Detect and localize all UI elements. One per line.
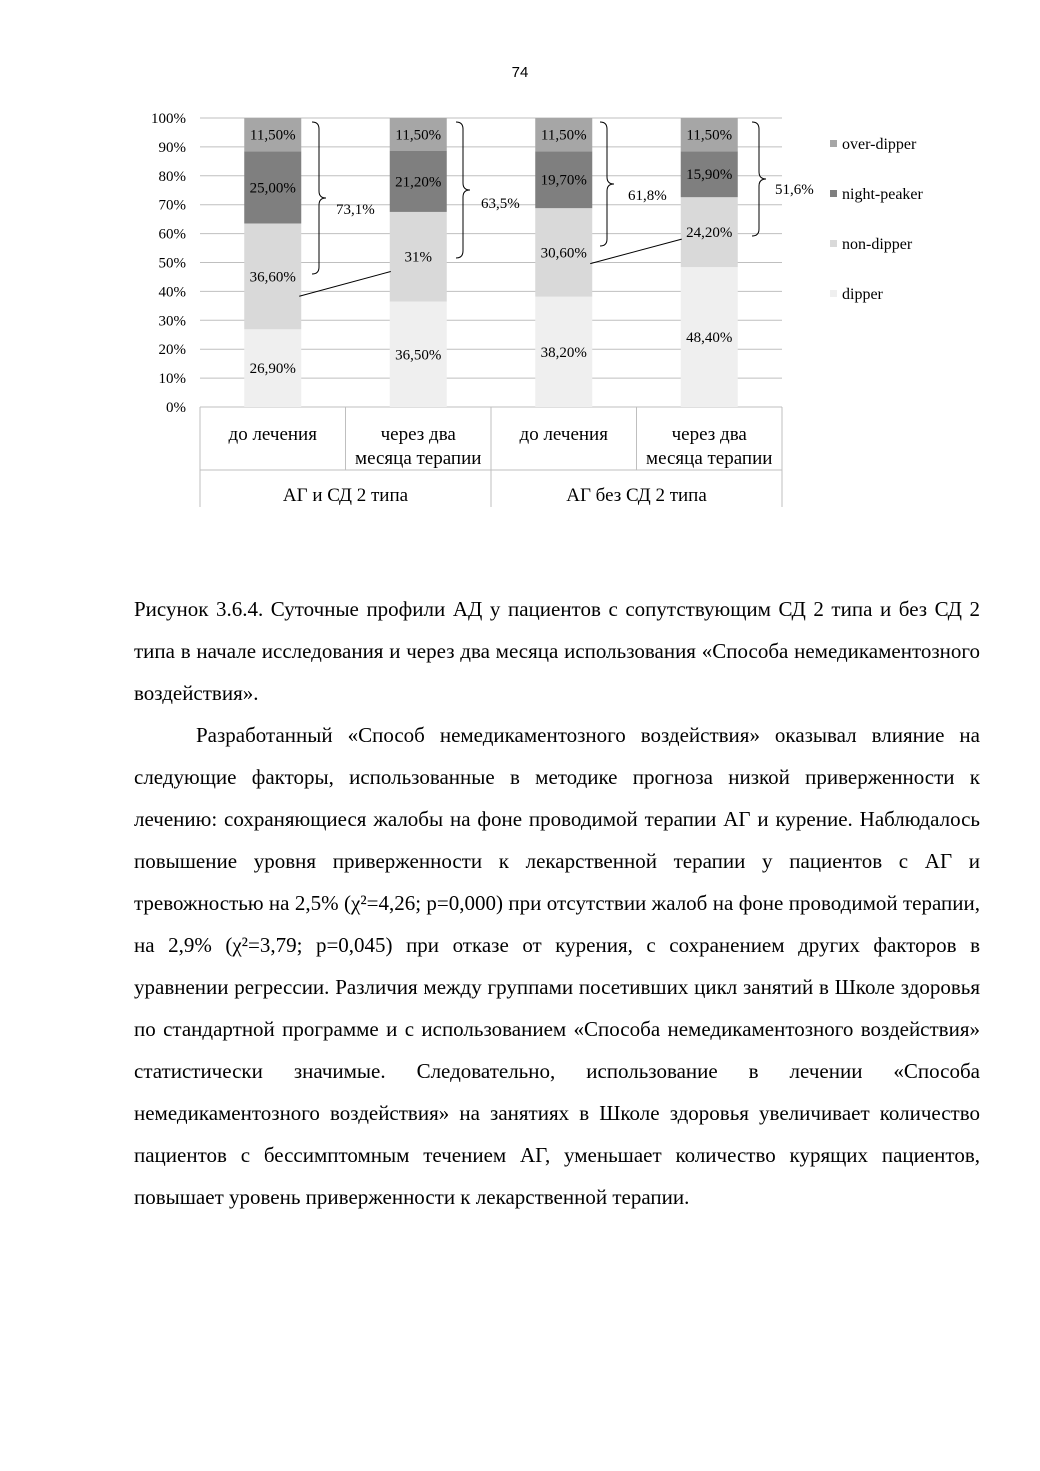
y-tick-label: 10% bbox=[158, 371, 186, 388]
data-label: 48,40% bbox=[686, 330, 733, 347]
data-label: 31% bbox=[404, 249, 432, 266]
data-label: 26,90% bbox=[249, 361, 296, 378]
legend-swatch bbox=[830, 190, 837, 197]
legend-label: night-peaker bbox=[842, 186, 923, 203]
brace bbox=[456, 122, 470, 258]
y-tick-label: 50% bbox=[158, 255, 186, 272]
brace-annotation: 63,5% bbox=[481, 196, 520, 212]
data-label: 11,50% bbox=[249, 127, 296, 144]
y-tick-label: 0% bbox=[166, 400, 186, 416]
y-tick-label: 20% bbox=[158, 342, 186, 359]
brace-annotation: 73,1% bbox=[336, 202, 375, 218]
data-label: 38,20% bbox=[540, 344, 587, 361]
data-label: 15,90% bbox=[686, 167, 733, 184]
legend-swatch bbox=[830, 240, 837, 247]
data-label: 30,60% bbox=[540, 245, 587, 262]
brace bbox=[600, 122, 614, 246]
y-tick-label: 30% bbox=[158, 313, 186, 330]
brace-annotation: 51,6% bbox=[775, 182, 814, 198]
page-number: 74 bbox=[511, 64, 529, 81]
x-group-label: АГ без СД 2 типа bbox=[566, 485, 707, 506]
data-label: 36,60% bbox=[249, 269, 296, 286]
data-label: 11,50% bbox=[540, 127, 587, 144]
series-line bbox=[299, 272, 391, 297]
x-category-label: через два bbox=[380, 424, 456, 445]
y-tick-label: 90% bbox=[158, 139, 186, 156]
figure-caption bbox=[134, 588, 980, 714]
data-label: 11,50% bbox=[686, 127, 733, 144]
y-tick-label: 100% bbox=[151, 111, 186, 127]
y-tick-label: 40% bbox=[158, 284, 186, 301]
x-category-label: до лечения bbox=[519, 424, 608, 445]
figure-caption-text: Рисунок 3.6.4. Суточные профили АД у пациентов с сопутствующим СД 2 типа и без СД 2 типа в начале исследования и через два месяца использования «Способа немедикаментозного воздействия». bbox=[134, 597, 980, 705]
y-tick-label: 60% bbox=[158, 226, 186, 243]
brace bbox=[752, 122, 766, 236]
legend-swatch bbox=[830, 140, 837, 147]
legend-label: over-dipper bbox=[842, 136, 917, 153]
body-text bbox=[134, 714, 980, 1218]
y-tick-label: 80% bbox=[158, 168, 186, 185]
brace bbox=[312, 122, 326, 274]
x-category-label: через два bbox=[671, 424, 747, 445]
legend-label: dipper bbox=[842, 286, 883, 303]
data-label: 21,20% bbox=[395, 174, 442, 191]
x-group-label: АГ и СД 2 типа bbox=[282, 485, 409, 506]
x-category-label: до лечения bbox=[228, 424, 317, 445]
legend-swatch bbox=[830, 290, 837, 297]
brace-annotation: 61,8% bbox=[628, 188, 667, 204]
data-label: 36,50% bbox=[395, 347, 442, 364]
data-label: 24,20% bbox=[686, 225, 733, 242]
x-category-label: месяца терапии bbox=[355, 448, 482, 469]
stacked-bar-chart bbox=[0, 0, 1040, 530]
legend-label: non-dipper bbox=[842, 236, 913, 253]
y-tick-label: 70% bbox=[158, 197, 186, 214]
data-label: 25,00% bbox=[249, 180, 296, 197]
body-paragraph: Разработанный «Способ немедикаментозного воздействия» оказывал влияние на следующие факторы, использованные в методике прогноза низкой приверженности к лечению: сохраняющиеся жалобы на фоне проводимой терапии АГ и курение. Наблюдалось повышение уровня приверженности к лекарственной терапии у пациентов с АГ и тревожностью на 2,5% (χ²=4,26; p=0,000) при отсутствии жалоб на фоне проводимой терапии, на 2,9% (χ²=3,79; p=0,045) при отказе от курения, с сохранением других факторов в уравнении регрессии. Различия между группами посетивших цикл занятий в Школе здоровья по стандартной программе и с использованием «Способа немедикаментозного воздействия» статистически значимые. Следовательно, использование в лечении «Способа немедикаментозного воздействия» на занятиях в Школе здоровья увеличивает количество пациентов с бессимптомным течением АГ, уменьшает количество курящих пациентов, повышает уровень приверженности к лекарственной терапии. bbox=[134, 723, 980, 1209]
x-category-label: месяца терапии bbox=[646, 448, 773, 469]
data-label: 11,50% bbox=[395, 127, 442, 144]
series-line bbox=[590, 239, 682, 263]
data-label: 19,70% bbox=[540, 172, 587, 189]
